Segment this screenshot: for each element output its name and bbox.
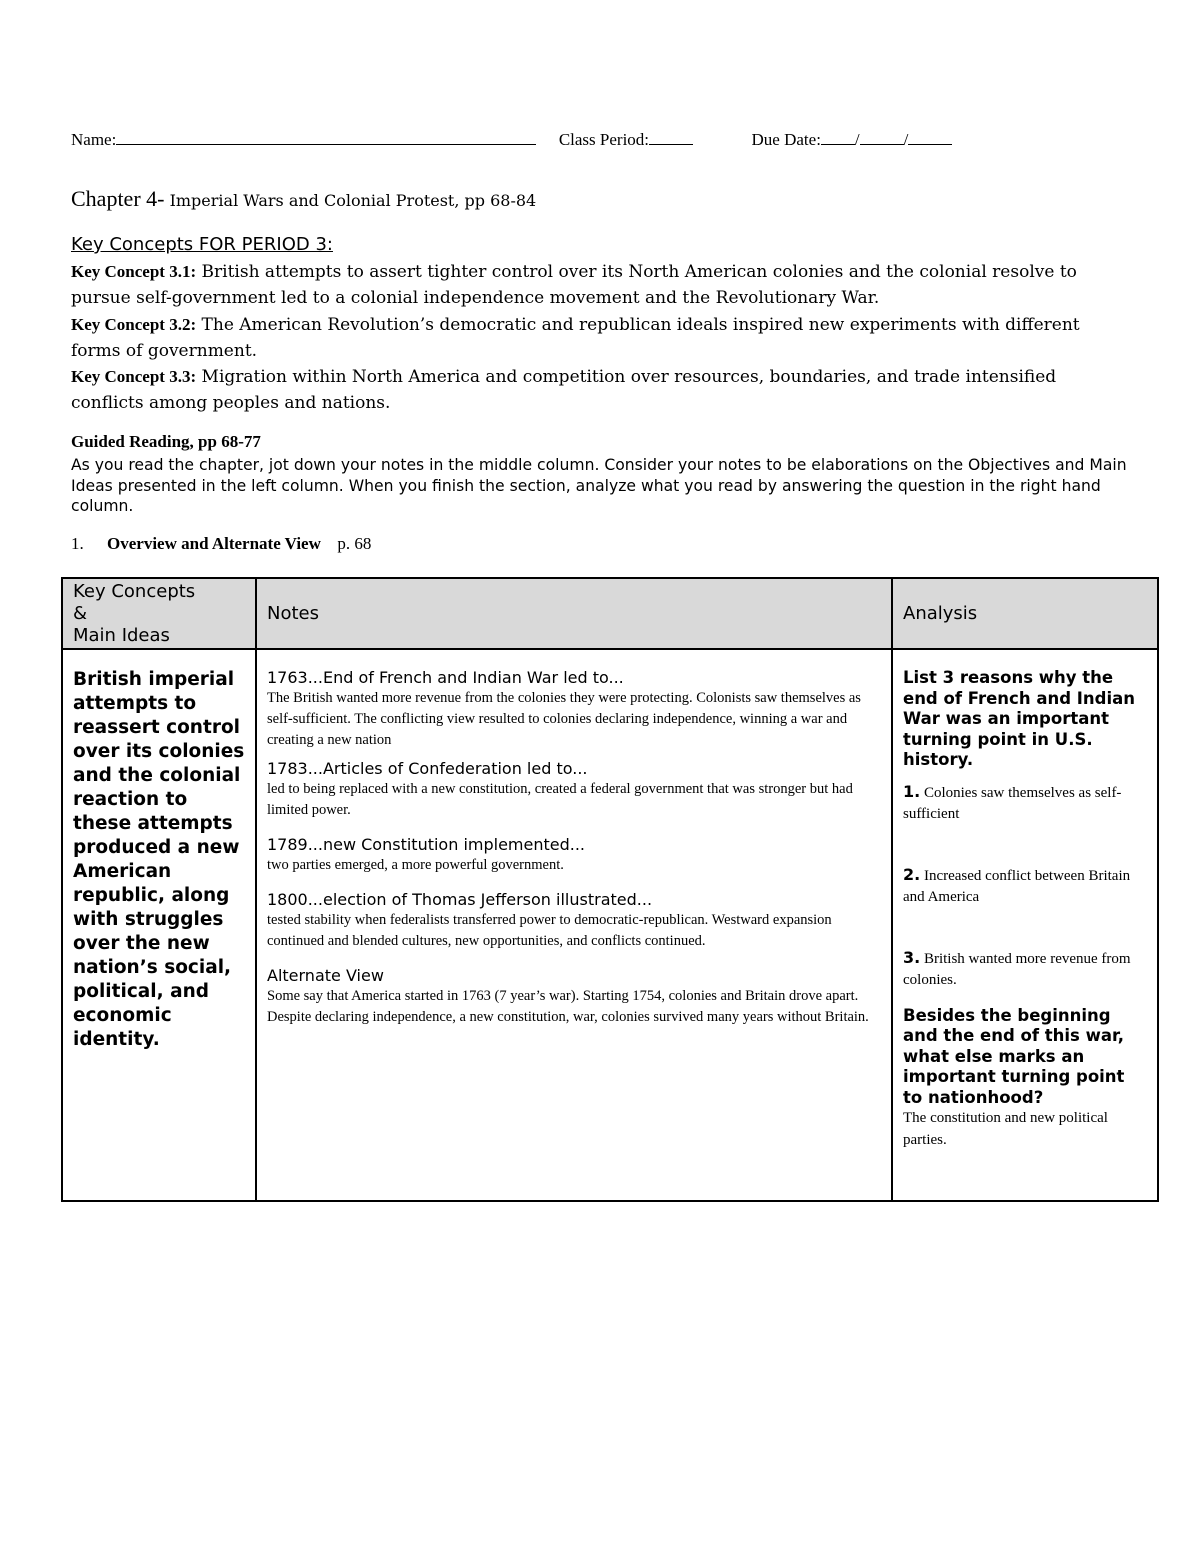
answer-text: Colonies saw themselves as self-sufficient xyxy=(903,784,1122,822)
key-concept-text: The American Revolution’s democratic and republican ideals inspired new experiments with different forms of government. xyxy=(71,315,1080,361)
key-concept-text: British attempts to assert tighter control over its North American colonies and the colonial resolve to pursue self-government led to a colonial independence movement and the Revolutionary War. xyxy=(71,262,1077,308)
key-concept-3-3 xyxy=(71,364,1131,416)
name-label: Name: xyxy=(71,130,117,149)
due-date-month-field[interactable] xyxy=(821,128,855,145)
answer-text: Increased conflict between Britain and America xyxy=(903,867,1131,905)
analysis-cell[interactable] xyxy=(892,649,1158,1201)
table-body-row xyxy=(62,649,1158,1201)
key-concept-label: Key Concept 3.1: xyxy=(71,262,197,281)
key-concept-3-1 xyxy=(71,259,1131,311)
name-field[interactable] xyxy=(116,128,536,145)
section-number: 1. xyxy=(71,534,84,553)
analysis-question: List 3 reasons why the end of French and Indian War was an important turning point in U.S. history. xyxy=(903,668,1135,769)
note-heading: 1763...End of French and Indian War led to... xyxy=(267,668,624,687)
key-concept-label: Key Concept 3.2: xyxy=(71,315,197,334)
section-heading xyxy=(71,534,371,554)
guided-reading-heading: Guided Reading, pp 68-77 xyxy=(71,432,261,451)
header-key-concepts-line: Main Ideas xyxy=(73,624,170,646)
header-line xyxy=(71,128,952,150)
answer-number: 1. xyxy=(903,781,921,801)
header-key-concepts xyxy=(62,578,256,649)
key-concept-label: Key Concept 3.3: xyxy=(71,367,197,386)
notes-table xyxy=(61,577,1159,1202)
class-period-label: Class Period: xyxy=(558,130,650,149)
main-idea-cell xyxy=(62,649,256,1201)
answer-number: 2. xyxy=(903,864,921,884)
note-text: Some say that America started in 1763 (7 year’s war). Starting 1754, colonies and Britain drove apart. Despite declaring independence, a new constitution, war, colonies survived many years without Britain. xyxy=(267,988,869,1025)
note-text: The British wanted more revenue from the colonies they were protecting. Colonists saw themselves as self-sufficient. The conflicting view resulted to colonies declaring independence, winning a war and creating a new nation xyxy=(267,690,861,748)
note-heading: Alternate View xyxy=(267,966,384,985)
chapter-title xyxy=(71,186,536,212)
chapter-number: Chapter 4- xyxy=(71,186,165,211)
answer-text: British wanted more revenue from colonies. xyxy=(903,950,1131,988)
due-date-separator: / xyxy=(854,130,860,149)
analysis-answer xyxy=(903,864,1147,909)
section-title: Overview and Alternate View xyxy=(107,534,321,553)
note-text: tested stability when federalists transferred power to democratic-republican. Westward expansion continued and blended cultures, new opportunities, and conflicts continued. xyxy=(267,912,832,949)
analysis-question: Besides the beginning and the end of this war, what else marks an important turning point to nationhood? xyxy=(903,1005,1125,1107)
key-concepts-heading: Key Concepts FOR PERIOD 3: xyxy=(71,234,333,255)
due-date-year-field[interactable] xyxy=(908,128,952,145)
note-text: two parties emerged, a more powerful government. xyxy=(267,857,564,873)
class-period-field[interactable] xyxy=(649,128,693,145)
note-heading: 1789...new Constitution implemented... xyxy=(267,835,586,854)
answer-number: 3. xyxy=(903,947,921,967)
analysis-answer xyxy=(903,781,1147,826)
header-analysis-label: Analysis xyxy=(903,602,978,624)
main-idea-text: British imperial attempts to reassert control over its colonies and the colonial reaction to these attempts produced a new American republic, along with struggles over the new nation’s social, political, and economic identity. xyxy=(73,669,245,1050)
header-notes xyxy=(256,578,892,649)
analysis-answer: The constitution and new political parties. xyxy=(903,1110,1108,1148)
header-notes-label: Notes xyxy=(267,602,319,624)
analysis-answer xyxy=(903,947,1147,992)
key-concept-text: Migration within North America and competition over resources, boundaries, and trade intensified conflicts among peoples and nations. xyxy=(71,367,1057,413)
due-date-day-field[interactable] xyxy=(860,128,904,145)
header-key-concepts-line: Key Concepts xyxy=(73,580,196,602)
note-text: led to being replaced with a new constitution, created a federal government that was stronger but had limited power. xyxy=(267,781,853,818)
key-concept-3-2 xyxy=(71,312,1131,364)
due-date-separator: / xyxy=(903,130,909,149)
header-key-concepts-line: & xyxy=(73,602,88,624)
guided-reading-instructions: As you read the chapter, jot down your notes in the middle column. Consider your notes to be elaborations on the Objectives and Main Ideas presented in the left column. When you finish the section, analyze what you read by answering the question in the right hand column. xyxy=(71,456,1127,515)
due-date-label: Due Date: xyxy=(751,130,821,149)
note-heading: 1783...Articles of Confederation led to... xyxy=(267,759,588,778)
table-header-row xyxy=(62,578,1158,649)
header-analysis xyxy=(892,578,1158,649)
chapter-subtitle: Imperial Wars and Colonial Protest, pp 68-84 xyxy=(169,191,537,210)
note-heading: 1800...election of Thomas Jefferson illustrated... xyxy=(267,890,653,909)
notes-cell[interactable] xyxy=(256,649,892,1201)
section-page: p. 68 xyxy=(337,534,372,553)
